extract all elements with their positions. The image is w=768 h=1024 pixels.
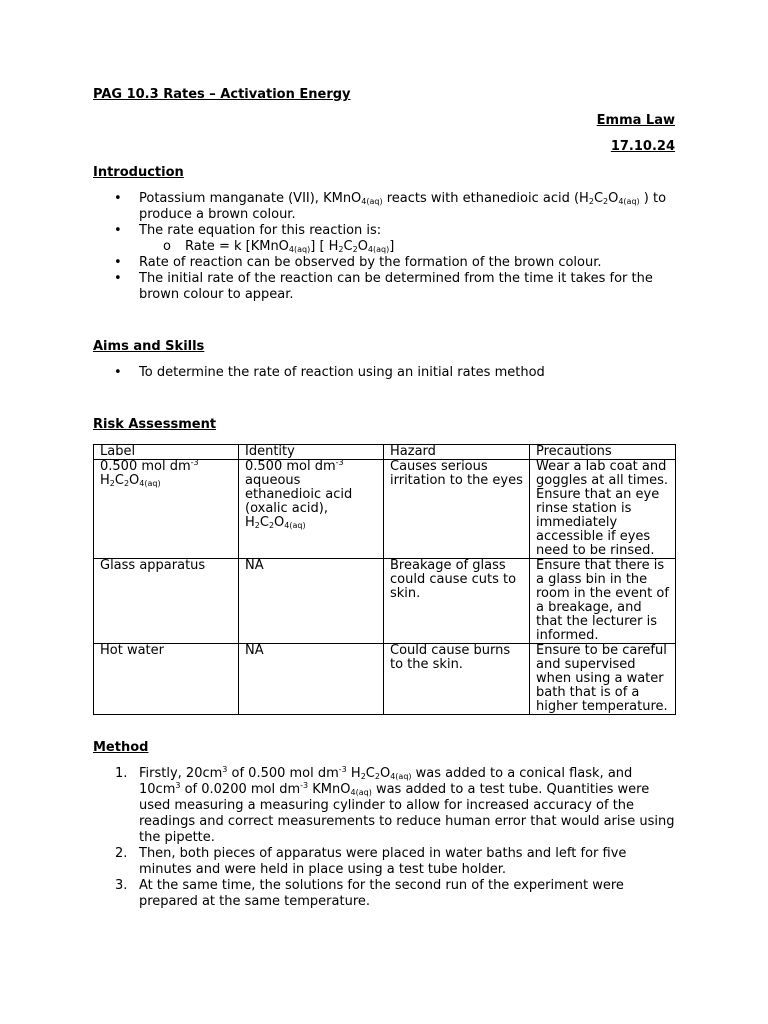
column-header: Precautions [530, 445, 676, 460]
list-item: • To determine the rate of reaction using an initial rates method [114, 365, 545, 380]
column-header: Label [94, 445, 239, 460]
rate-equation: o Rate = k [KMnO$_{4(aq)}$] [ $H_2C_2O_{4(aq)}$] [163, 239, 395, 254]
document-page [93, 80, 675, 910]
table-cell: 0.500 mol $dm^{-3}$ $H_2C_2O_{4(aq)}$ [94, 460, 239, 559]
table-cell: Breakage of glass could cause cuts to skin. [384, 559, 530, 644]
method-list [93, 766, 675, 910]
table-cell: NA [239, 559, 384, 644]
table-cell: Ensure that there is a glass bin in the room in the event of a breakage, and that the lecturer is informed. [530, 559, 676, 644]
table-cell: Causes serious irritation to the eyes [384, 460, 530, 559]
author-name: Emma Law [596, 113, 675, 128]
list-item: • Potassium manganate (VII), KMnO$_{4(aq)}$ reacts with ethanedioic acid ($H_2C_2O_{4(aq)}$ ) to produce a brown colour. [114, 191, 667, 222]
list-item: 2. Then, both pieces of apparatus were placed in water baths and left for five minutes and were held in place using a test tube holder. [115, 846, 627, 877]
circle-bullet-icon: o [163, 239, 171, 254]
method-heading: Method [93, 740, 149, 755]
table-cell: Could cause burns to the skin. [384, 644, 530, 715]
introduction-heading: Introduction [93, 165, 184, 180]
bullet-icon: • [114, 191, 122, 206]
report-date: 17.10.24 [610, 139, 675, 154]
list-item: 1. Firstly, $20cm^3$ of 0.500 mol $dm^{-3}$ $H_2C_2O_{4(aq)}$ was added to a conical flask, and $10cm^3$ of 0.0200 mol $dm^{-3}$ KMnO$_{4(aq)}$ was added to a test tube. Quantities were used measuring a measuring cylinder to allow for increased accuracy of the readings and correct measurements to reduce human error that would arise using the pipette. [115, 765, 675, 845]
table-cell: Glass apparatus [94, 559, 239, 644]
column-header: Hazard [384, 445, 530, 460]
list-item: • The rate equation for this reaction is: [114, 223, 382, 238]
table-row [94, 460, 676, 559]
list-item: • Rate of reaction can be observed by the formation of the brown colour. [114, 255, 602, 270]
list-item [93, 239, 675, 255]
risk-assessment-heading: Risk Assessment [93, 417, 217, 432]
bullet-icon: • [114, 223, 122, 238]
step-number: 1. [115, 766, 128, 781]
bullet-icon: • [114, 365, 122, 380]
table-header-row [94, 445, 676, 460]
column-header: Identity [239, 445, 384, 460]
step-number: 3. [115, 878, 128, 893]
table-cell: Hot water [94, 644, 239, 715]
aims-list [93, 365, 675, 381]
table-cell: Ensure to be careful and supervised when using a water bath that is of a higher temperature. [530, 644, 676, 715]
list-item: • The initial rate of the reaction can be determined from the time it takes for the brown colour to appear. [114, 271, 653, 302]
risk-assessment-table [93, 444, 676, 715]
table-cell: Wear a lab coat and goggles at all times. Ensure that an eye rinse station is immediately accessible if eyes need to be rinsed. [530, 460, 676, 559]
table-cell: 0.500 mol $dm^{-3}$ aqueous ethanedioic acid (oxalic acid), $H_2C_2O_{4(aq)}$ [239, 460, 384, 559]
table-cell: NA [239, 644, 384, 715]
list-item: 3. At the same time, the solutions for the second run of the experiment were prepared at the same temperature. [115, 878, 624, 909]
bullet-icon: • [114, 271, 122, 286]
table-row [94, 559, 676, 644]
introduction-list [93, 191, 675, 303]
bullet-icon: • [114, 255, 122, 270]
step-number: 2. [115, 846, 128, 861]
page-title: PAG 10.3 Rates – Activation Energy [93, 87, 351, 102]
table-row [94, 644, 676, 715]
aims-heading: Aims and Skills [93, 339, 205, 354]
